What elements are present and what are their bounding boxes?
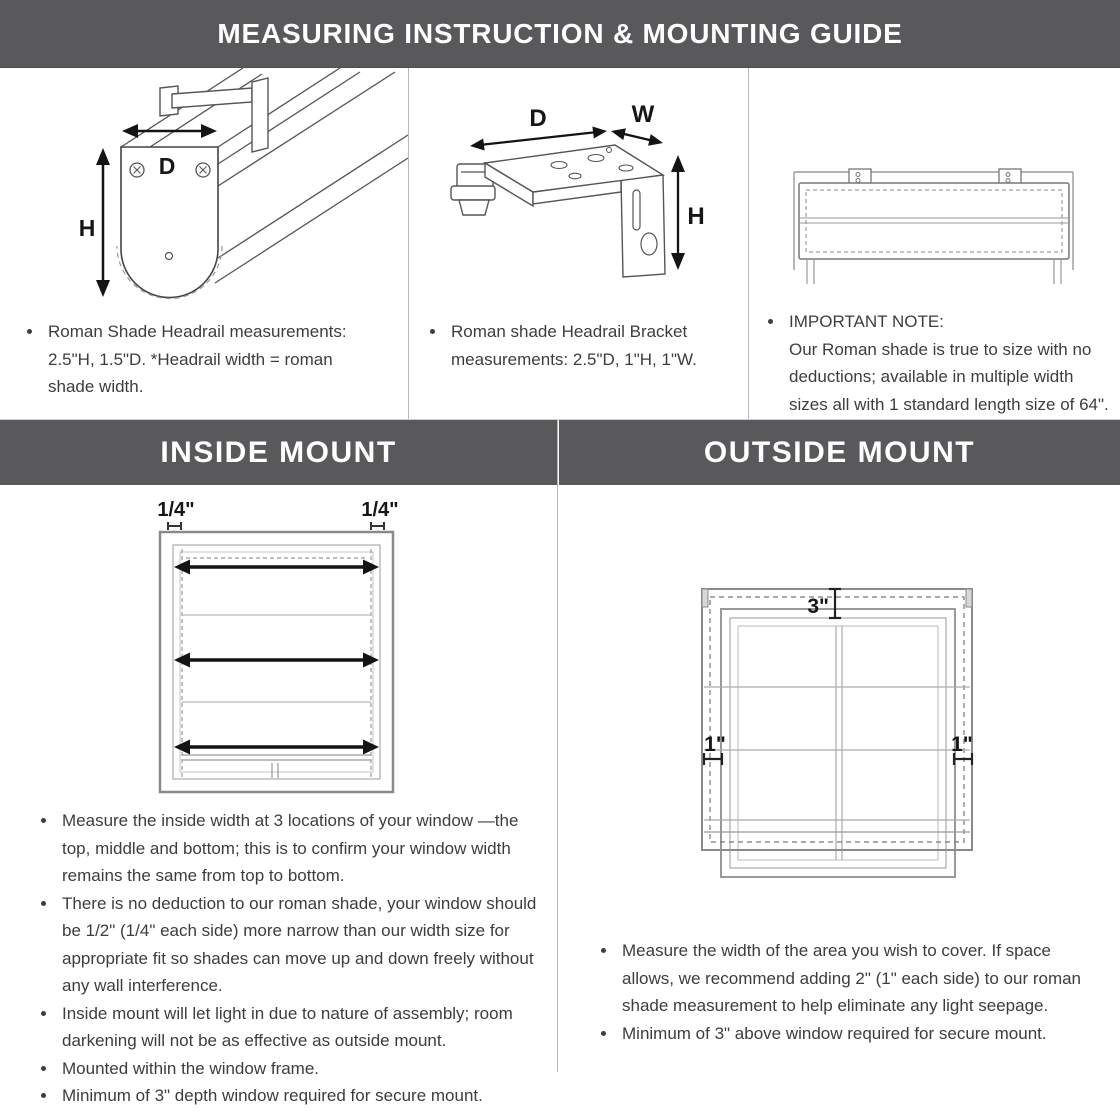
outside-mount-title: OUTSIDE MOUNT	[703, 435, 976, 469]
inside-bullet-5: • Minimum of 3" depth window required for secure mount.	[58, 1082, 541, 1110]
outside-left-gap-label: 1"	[704, 733, 726, 756]
headrail-depth-label: D	[158, 153, 176, 179]
outside-bullet-2: • Minimum of 3" above window required for secure mount.	[618, 1020, 1094, 1048]
headrail-diagram	[0, 68, 408, 313]
headrail-note-text: • Roman Shade Headrail measurements: 2.5"H, 1.5"D. *Headrail width = roman shade width.	[44, 318, 366, 401]
headrail-note	[16, 318, 366, 401]
inside-right-gap-label: 1/4"	[361, 499, 399, 521]
bracket-note-text: • Roman shade Headrail Bracket measurements: 2.5"D, 1"H, 1"W.	[447, 318, 724, 373]
outside-top-gap-label: 3"	[807, 595, 829, 618]
bracket-height-label: H	[687, 203, 705, 230]
outside-mount-diagram	[558, 485, 1119, 885]
inside-bullet-1: • Measure the inside width at 3 locations of your window —the top, middle and bottom; this is to confirm your window width remains the same from top to bottom.	[58, 807, 541, 890]
top-section	[0, 68, 1120, 420]
outside-bullet-1: • Measure the width of the area you wish to cover. If space allows, we recommend adding 2" (1" each side) to our roman shade measurement to help eliminate any light seepage.	[618, 937, 1094, 1020]
panel-bracket	[408, 68, 748, 419]
inside-mount-header	[0, 420, 557, 485]
panel-important-note	[748, 68, 1120, 419]
important-note-body: Our Roman shade is true to size with no deductions; available in multiple width sizes all with 1 standard length size of 64".	[789, 339, 1109, 414]
headrail-height-label: H	[78, 215, 96, 241]
bracket-depth-label: D	[529, 105, 547, 132]
important-note-title: IMPORTANT NOTE:	[789, 312, 944, 331]
mounted-headrail-diagram	[749, 68, 1120, 303]
inside-mount-diagram	[0, 485, 557, 805]
panel-headrail	[0, 68, 408, 419]
inside-bullet-4: • Mounted within the window frame.	[58, 1055, 541, 1083]
bracket-note	[419, 318, 724, 373]
inside-left-gap-label: 1/4"	[157, 499, 195, 521]
inside-bullet-3: • Inside mount will let light in due to nature of assembly; room darkening will not be as effective as outside mount.	[58, 1000, 541, 1055]
outside-right-gap-label: 1"	[951, 733, 973, 756]
inside-mount-title: INSIDE MOUNT	[160, 435, 397, 469]
outside-mount-header	[558, 420, 1120, 485]
top-banner	[0, 0, 1120, 68]
important-note	[757, 308, 1109, 418]
bracket-width-label: W	[631, 101, 655, 128]
mount-section	[0, 420, 1120, 1105]
bracket-diagram	[409, 68, 748, 313]
page-title: MEASURING INSTRUCTION & MOUNTING GUIDE	[217, 17, 903, 49]
inside-mount-bullets	[0, 805, 557, 1110]
inside-bullet-2: • There is no deduction to our roman shade, your window should be 1/2" (1/4" each side) more narrow than our width size for appropriate fit so shades can move up and down freely without any wall interference.	[58, 890, 541, 1000]
outside-mount-bullets	[558, 937, 1120, 1047]
outside-mount-section	[558, 420, 1120, 1072]
inside-mount-section	[0, 420, 558, 1105]
